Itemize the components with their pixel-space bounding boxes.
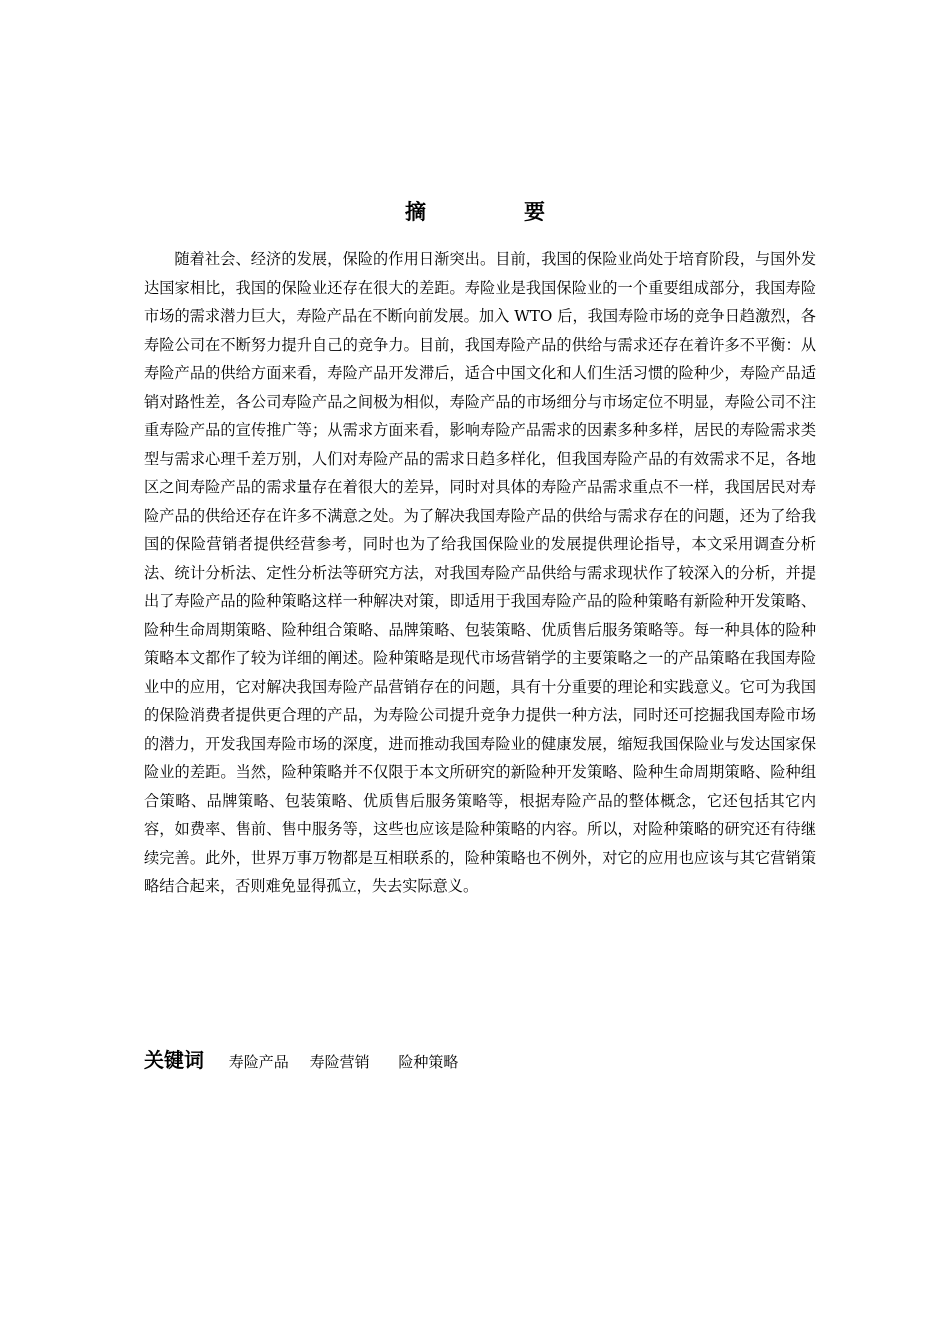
keywords-line <box>144 1044 474 1073</box>
keyword-item: 寿险产品 <box>228 1053 289 1071</box>
title-char-1: 摘 <box>405 199 426 224</box>
abstract-paragraph: 随着社会、经济的发展，保险的作用日渐突出。目前，我国的保险业尚处于培育阶段，与国外发达国家相比，我国的保险业还存在很大的差距。寿险业是我国保险业的一个重要组成部分，我国寿险市场的需求潜力巨大，寿险产品在不断向前发展。加入 WTO 后，我国寿险市场的竞争日趋激烈，各寿险公司在不断努力提升自己的竞争力。目前，我国寿险产品的供给与需求还存在着许多不平衡：从寿险产品的供给方面来看，寿险产品开发滞后，适合中国文化和人们生活习惯的险种少，寿险产品适销对路性差，各公司寿险产品之间极为相似，寿险产品的市场细分与市场定位不明显，寿险公司不注重寿险产品的宣传推广等；从需求方面来看，影响寿险产品需求的因素多种多样，居民的寿险需求类型与需求心理千差万别，人们对寿险产品的需求日趋多样化，但我国寿险产品的有效需求不足，各地区之间寿险产品的需求量存在着很大的差异，同时对具体的寿险产品需求重点不一样，我国居民对寿险产品的供给还存在许多不满意之处。为了解决我国寿险产品的供给与需求存在的问题，还为了给我国的保险营销者提供经营参考，同时也为了给我国保险业的发展提供理论指导，本文采用调查分析法、统计分析法、定性分析法等研究方法，对我国寿险产品供给与需求现状作了较深入的分析，并提出了寿险产品的险种策略这样一种解决对策，即适用于我国寿险产品的险种策略有新险种开发策略、险种生命周期策略、险种组合策略、品牌策略、包装策略、优质售后服务策略等。每一种具体的险种策略本文都作了较为详细的阐述。险种策略是现代市场营销学的主要策略之一的产品策略在我国寿险业中的应用，它对解决我国寿险产品营销存在的问题，具有十分重要的理论和实践意义。它可为我国的保险消费者提供更合理的产品，为寿险公司提升竞争力提供一种方法，同时还可挖掘我国寿险市场的潜力，开发我国寿险市场的深度，进而推动我国寿险业的健康发展，缩短我国保险业与发达国家保险业的差距。当然，险种策略并不仅限于本文所研究的新险种开发策略、险种生命周期策略、险种组合策略、品牌策略、包装策略、优质售后服务策略等，根据寿险产品的整体概念，它还包括其它内容，如费率、售前、售中服务等，这些也应该是险种策略的内容。所以，对险种策略的研究还有待继续完善。此外，世界万事万物都是互相联系的，险种策略也不例外，对它的应用也应该与其它营销策略结合起来，否则难免显得孤立，失去实际意义。 <box>144 250 816 895</box>
title-char-2: 要 <box>524 199 545 224</box>
keyword-item: 险种策略 <box>398 1053 459 1071</box>
page-title <box>0 196 950 226</box>
keywords-label: 关键词 <box>144 1048 204 1072</box>
keyword-item: 寿险营销 <box>309 1053 370 1071</box>
